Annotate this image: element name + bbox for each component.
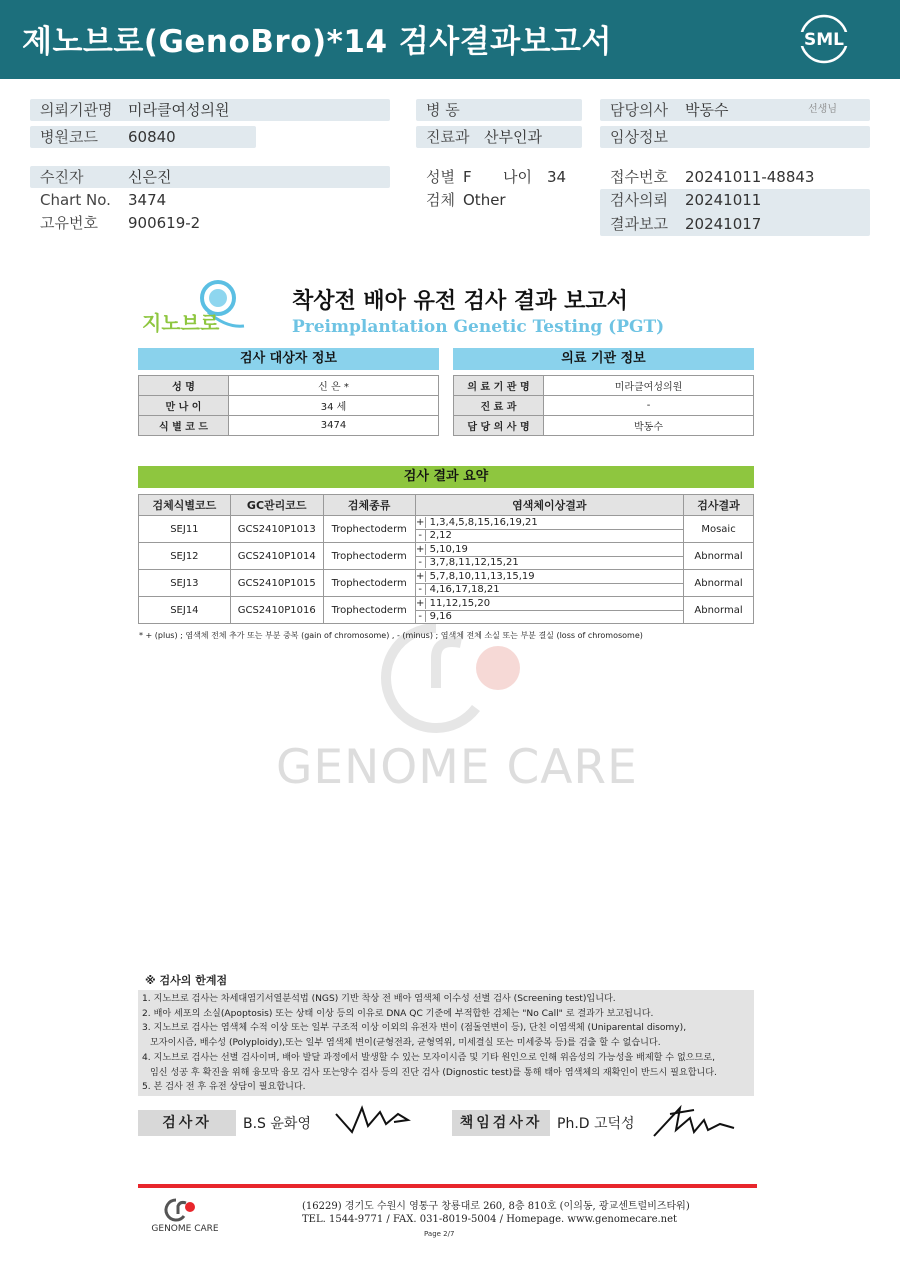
report-header-bar <box>0 0 900 79</box>
clinic-key-department: 진 료 과 <box>454 396 544 416</box>
chief-tester-label: 책임검사자 <box>452 1110 550 1136</box>
subject-key-age: 만 나 이 <box>139 396 229 416</box>
doctor-value: 박동수 <box>685 101 729 119</box>
gain-chromosomes: 5,10,19 <box>429 543 468 555</box>
hospital-code-field <box>30 126 256 148</box>
ward-field <box>416 99 582 121</box>
limitation-line: 모자이시즘, 배수성 (Polyploidy),또는 일부 염색체 변이(균형전좌, 균형역위, 미세결실 또는 미세중복 등)를 검출 할 수 없습니다. <box>150 1038 661 1049</box>
genobro-logo-icon <box>140 276 250 338</box>
row-sample-type: Trophectoderm <box>323 597 415 624</box>
id-field <box>30 212 330 234</box>
department-value: 산부인과 <box>484 128 542 146</box>
footer-address <box>302 1200 690 1226</box>
row-gc-code: GCS2410P1013 <box>230 516 323 543</box>
patient-value: 신은진 <box>128 168 172 186</box>
row-gc-code: GCS2410P1014 <box>230 543 323 570</box>
subject-val-name: 신 은 * <box>229 376 439 396</box>
row-gain <box>415 597 683 611</box>
row-sample-code: SEJ12 <box>139 543 231 570</box>
sex-age-field <box>416 166 596 188</box>
tester-label: 검사자 <box>138 1110 236 1136</box>
institution-field <box>30 99 390 121</box>
address-line: (16229) 경기도 수원시 영통구 창룡대로 260, 8층 810호 (이의동, 광교센트럴비즈타워) <box>302 1201 690 1212</box>
table-row <box>454 376 754 396</box>
request-report-field <box>600 189 870 236</box>
subject-key-code: 식 별 코 드 <box>139 416 229 436</box>
footer-logo-text: GENOME CARE <box>151 1224 219 1234</box>
limitation-line: 2. 배아 세포의 소실(Apoptosis) 또는 상태 이상 등의 이유로 DNA QC 기준에 부적합한 검체는 "No Call" 로 결과가 보고됩니다. <box>142 1008 654 1019</box>
minus-sign: - <box>416 584 426 595</box>
limitation-line: 임신 성공 후 확진을 위해 융모막 융모 검사 또는양수 검사 등의 진단 검사 (Dignostic test)를 통해 태아 염색체의 재확인이 반드시 필요합니다. <box>150 1067 717 1078</box>
gain-chromosomes: 5,7,8,10,11,13,15,19 <box>429 570 535 582</box>
sml-logo-icon <box>797 14 851 64</box>
patient-field <box>30 166 390 188</box>
row-result: Abnormal <box>684 543 754 570</box>
doctor-field <box>600 99 870 121</box>
department-label: 진료과 <box>426 128 470 146</box>
loss-chromosomes: 4,16,17,18,21 <box>429 584 500 596</box>
clinic-info-table <box>453 375 754 436</box>
clinic-key-institution: 의 료 기 관 명 <box>454 376 544 396</box>
sex-value: F <box>463 168 472 186</box>
table-row <box>139 396 439 416</box>
ward-label: 병 동 <box>426 101 460 119</box>
row-sample-type: Trophectoderm <box>323 570 415 597</box>
plus-sign: + <box>415 516 425 528</box>
minus-sign: - <box>416 611 426 622</box>
doctor-suffix: 선생님 <box>808 104 837 115</box>
receipt-field <box>600 166 870 188</box>
clinic-val-department: - <box>544 396 754 416</box>
table-row <box>139 543 754 557</box>
row-gc-code: GCS2410P1015 <box>230 570 323 597</box>
row-sample-type: Trophectoderm <box>323 543 415 570</box>
tester-signature-icon <box>332 1100 422 1140</box>
genobro-logo-text: 지노브로 <box>142 311 220 335</box>
gain-chromosomes: 1,3,4,5,8,15,16,19,21 <box>429 516 538 528</box>
row-sample-code: SEJ13 <box>139 570 231 597</box>
report-date-value: 20241017 <box>685 215 762 233</box>
clinical-label: 임상정보 <box>610 128 668 146</box>
chief-tester-name: Ph.D 고덕성 <box>557 1116 635 1132</box>
row-loss <box>415 529 683 543</box>
loss-chromosomes: 9,16 <box>429 611 452 623</box>
table-header-row <box>139 495 754 516</box>
table-row <box>139 416 439 436</box>
specimen-field <box>416 189 596 211</box>
row-sample-type: Trophectoderm <box>323 516 415 543</box>
chart-label: Chart No. <box>40 191 111 209</box>
receipt-label: 접수번호 <box>610 168 668 186</box>
subject-val-code: 3474 <box>229 416 439 436</box>
col-sample-type: 검체종류 <box>323 495 415 516</box>
hospital-code-value: 60840 <box>128 128 176 146</box>
row-loss <box>415 556 683 570</box>
row-result: Mosaic <box>684 516 754 543</box>
report-title: 착상전 배아 유전 검사 결과 보고서 <box>292 289 628 314</box>
clinical-field <box>600 126 870 148</box>
table-row <box>139 597 754 611</box>
clinic-key-doctor: 담 당 의 사 명 <box>454 416 544 436</box>
chart-value: 3474 <box>128 191 167 209</box>
gain-chromosomes: 11,12,15,20 <box>429 597 491 609</box>
row-gc-code: GCS2410P1016 <box>230 597 323 624</box>
col-chromosome-result: 염색체이상결과 <box>415 495 683 516</box>
row-sample-code: SEJ14 <box>139 597 231 624</box>
limitations-title: ※ 검사의 한계점 <box>145 974 228 987</box>
col-sample-code: 검체식별코드 <box>139 495 231 516</box>
institution-label: 의뢰기관명 <box>40 101 113 119</box>
hospital-code-label: 병원코드 <box>40 128 98 146</box>
patient-label: 수진자 <box>40 168 84 186</box>
age-label: 나이 <box>503 168 532 186</box>
sml-logo-text: SML <box>804 30 844 50</box>
minus-sign: - <box>416 530 426 541</box>
institution-value: 미라클여성의원 <box>128 101 230 119</box>
receipt-value: 20241011-48843 <box>685 168 815 186</box>
chief-signature-icon <box>650 1100 740 1140</box>
row-loss <box>415 610 683 624</box>
subject-info-heading: 검사 대상자 정보 <box>138 348 439 370</box>
table-row <box>454 416 754 436</box>
clinic-val-institution: 미라클여성의원 <box>544 376 754 396</box>
loss-chromosomes: 3,7,8,11,12,15,21 <box>429 557 519 569</box>
genome-care-watermark-text: GENOME CARE <box>276 740 638 795</box>
doctor-label: 담당의사 <box>610 101 668 119</box>
footer-red-rule <box>138 1184 757 1188</box>
row-sample-code: SEJ11 <box>139 516 231 543</box>
department-field <box>416 126 582 148</box>
minus-sign: - <box>416 557 426 568</box>
plus-sign: + <box>415 570 425 582</box>
page-number: Page 2/7 <box>424 1230 455 1238</box>
sex-label: 성별 <box>426 168 455 186</box>
limitation-line: 4. 지노브로 검사는 선별 검사이며, 배아 발달 과정에서 발생할 수 있는 모자이시즘 및 기타 원인으로 인해 위음성의 가능성을 배제할 수 없으므로, <box>142 1052 715 1063</box>
request-label: 검사의뢰 <box>610 191 668 209</box>
subject-val-age: 34 세 <box>229 396 439 416</box>
col-gc-code: GC관리코드 <box>230 495 323 516</box>
report-date-label: 결과보고 <box>610 215 668 233</box>
id-value: 900619-2 <box>128 214 201 232</box>
limitation-line: 1. 지노브로 검사는 차세대염기서열분석법 (NGS) 기반 착상 전 배아 염색체 이수성 선별 검사 (Screening test)입니다. <box>142 994 616 1004</box>
plus-sign: + <box>415 543 425 555</box>
tester-name: B.S 윤화영 <box>243 1116 311 1132</box>
table-row <box>454 396 754 416</box>
id-label: 고유번호 <box>40 214 98 232</box>
chart-field <box>30 189 330 211</box>
age-value: 34 <box>547 168 567 186</box>
specimen-value: Other <box>463 191 506 209</box>
table-row <box>139 516 754 530</box>
subject-info-table <box>138 375 439 436</box>
contact-line: TEL. 1544-9771 / FAX. 031-8019-5004 / Homepage. www.genomecare.net <box>302 1214 678 1225</box>
row-loss <box>415 583 683 597</box>
limitation-line: 5. 본 검사 전 후 유전 상담이 필요합니다. <box>142 1082 306 1093</box>
report-header-title: 제노브로(GenoBro)*14 검사결과보고서 <box>22 24 612 60</box>
clinic-info-heading: 의료 기관 정보 <box>453 348 754 370</box>
row-gain <box>415 516 683 530</box>
subject-key-name: 성 명 <box>139 376 229 396</box>
summary-table <box>138 494 754 624</box>
genome-care-footer-logo-icon <box>140 1196 230 1234</box>
request-value: 20241011 <box>685 191 762 209</box>
plus-sign: + <box>415 597 425 609</box>
clinic-val-doctor: 박동수 <box>544 416 754 436</box>
loss-chromosomes: 2,12 <box>429 530 452 542</box>
limitation-line: 3. 지노브로 검사는 염색체 수적 이상 또는 일부 구조적 이상 이외의 유전자 변이 (점돌연변이 등), 단친 이염색체 (Uniparental disomy), <box>142 1023 687 1034</box>
row-result: Abnormal <box>684 597 754 624</box>
summary-heading: 검사 결과 요약 <box>138 466 754 488</box>
summary-footnote: * + (plus) ; 염색체 전체 추가 또는 부분 중복 (gain of chromosome) , - (minus) ; 염색체 전체 소실 또는 부분 결실 (loss of chromosome) <box>139 631 643 640</box>
row-gain <box>415 570 683 584</box>
row-gain <box>415 543 683 557</box>
limitations-box <box>138 990 754 1096</box>
table-row <box>139 570 754 584</box>
col-result: 검사결과 <box>684 495 754 516</box>
row-result: Abnormal <box>684 570 754 597</box>
table-row <box>139 376 439 396</box>
report-subtitle: Preimplantation Genetic Testing (PGT) <box>292 317 665 337</box>
specimen-label: 검체 <box>426 191 455 209</box>
